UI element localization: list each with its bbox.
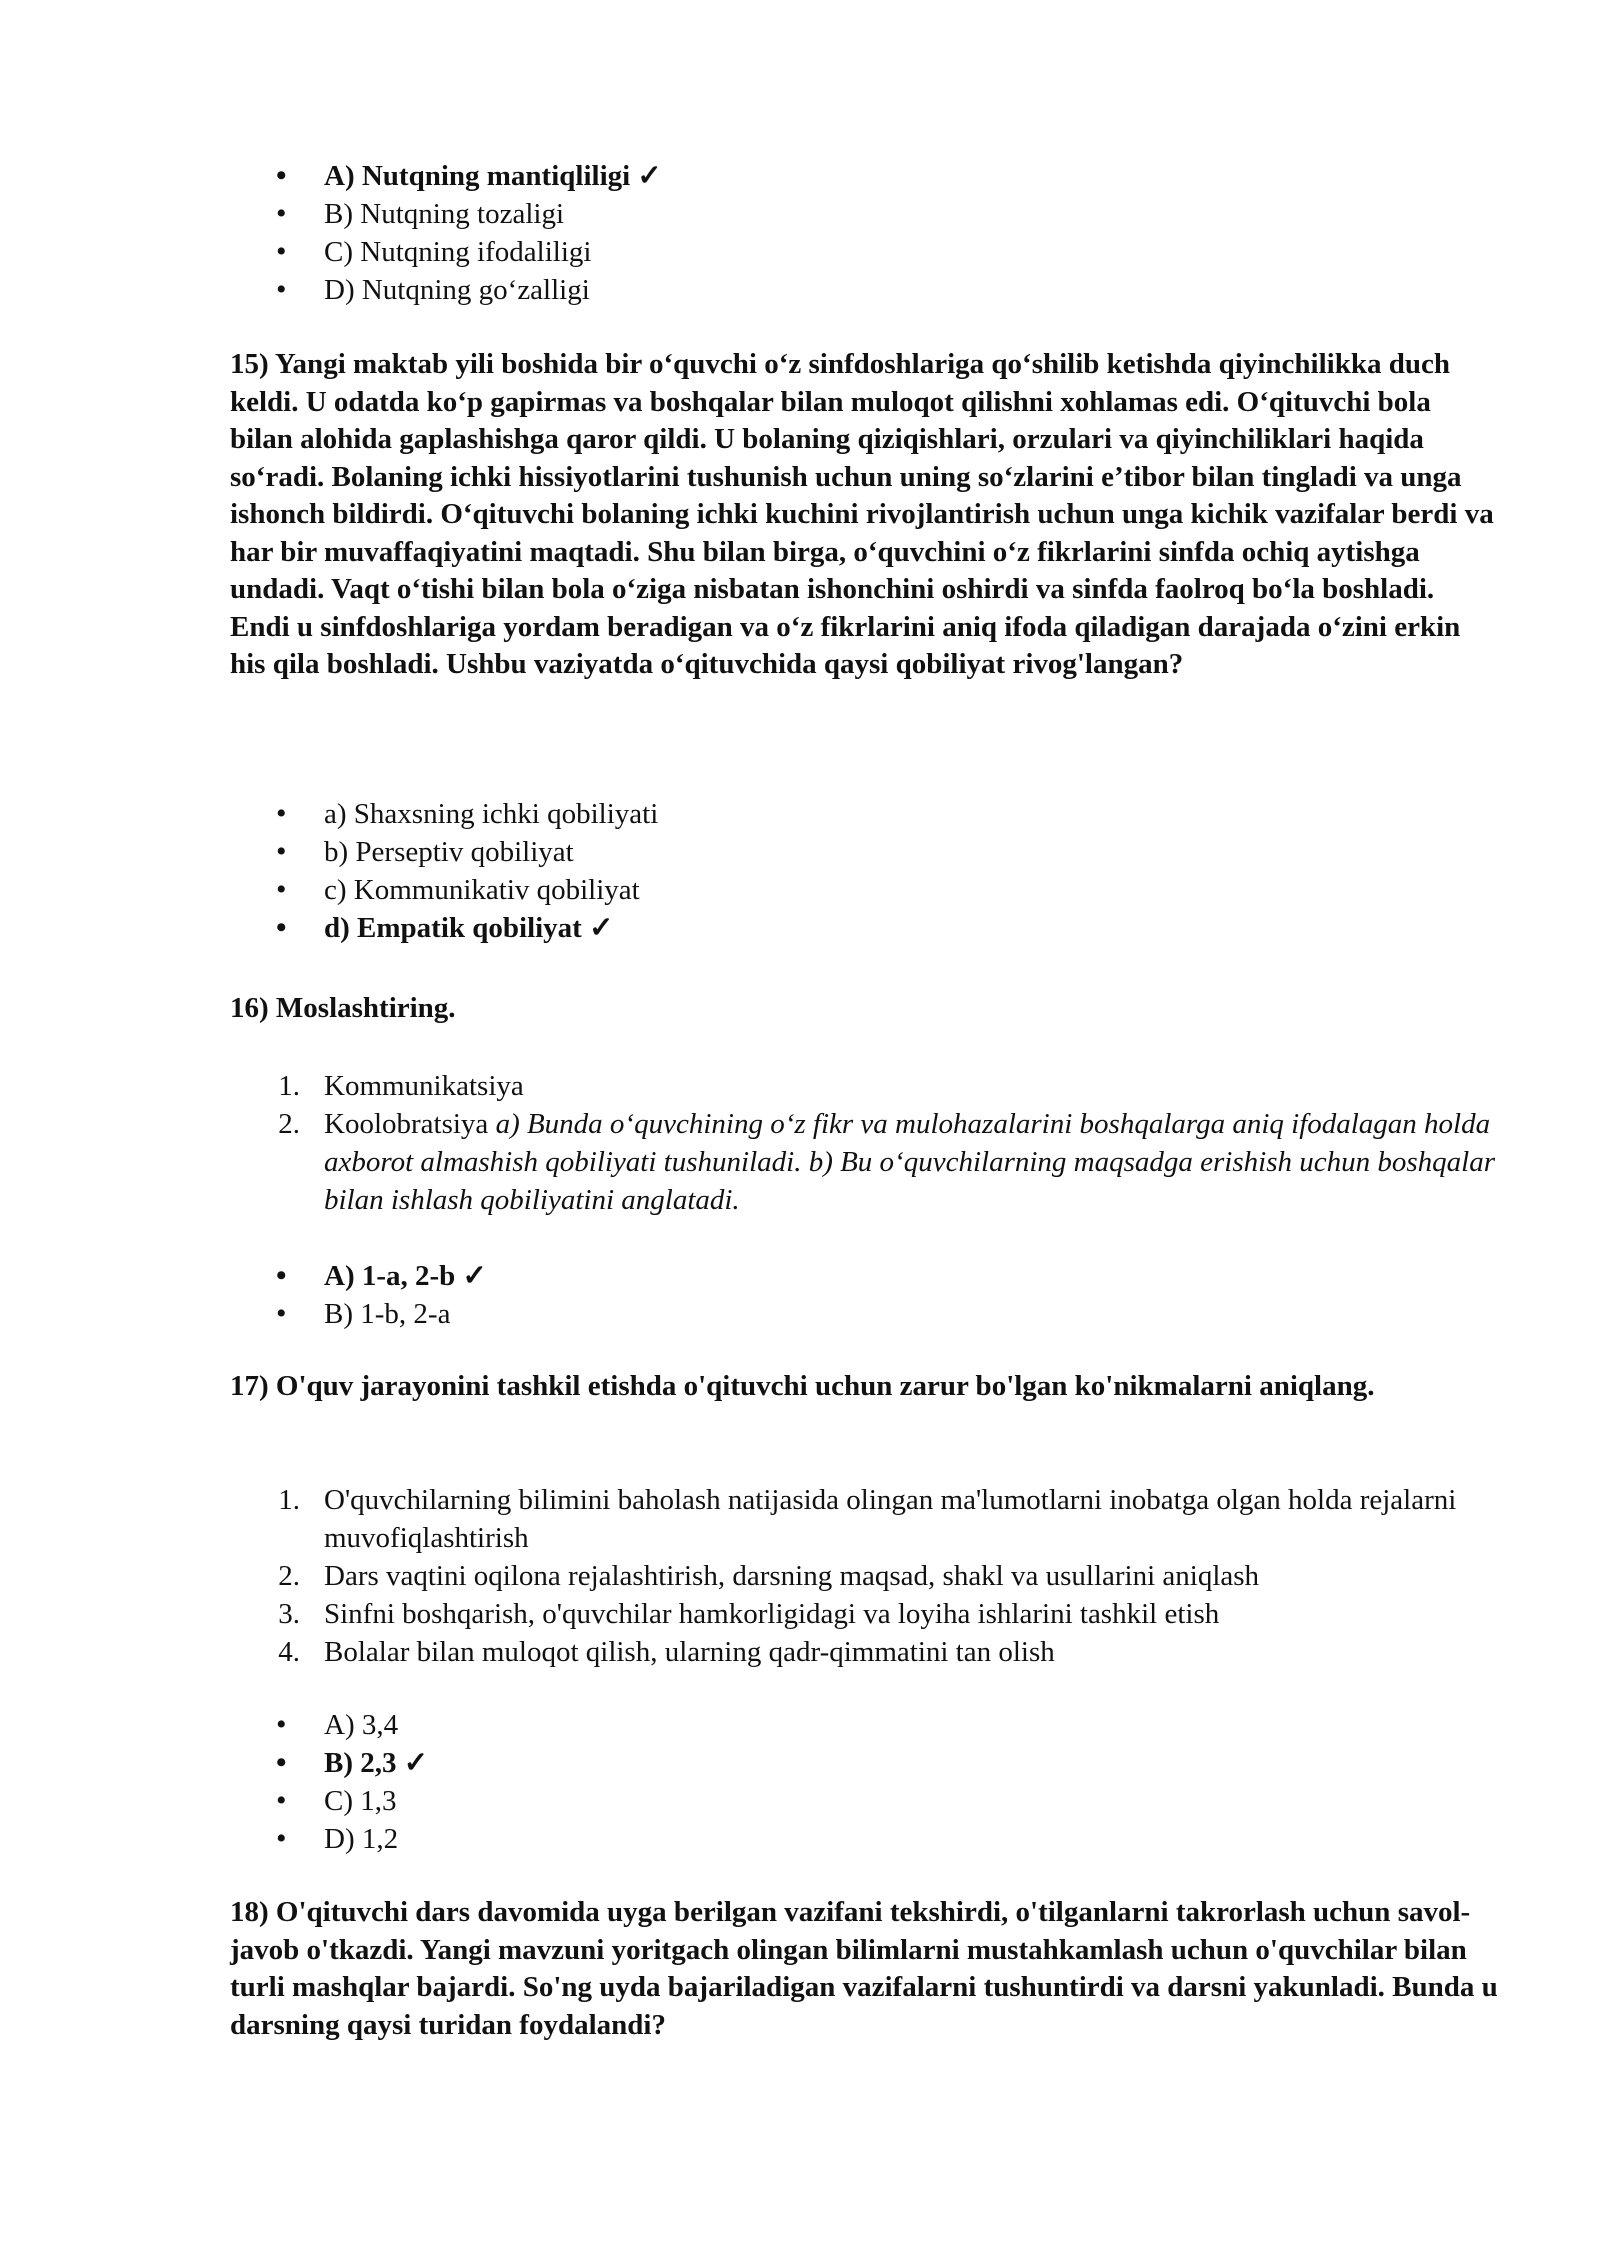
q16-item-2-num: 2.	[278, 1108, 300, 1140]
q16-item-1	[228, 1067, 1508, 1105]
q17-item-4-num: 4.	[278, 1636, 300, 1668]
q16-option-a: • A) 1-a, 2-b ✓	[228, 1257, 1508, 1295]
q15-question: 15) Yangi maktab yili boshida bir o‘quvchi o‘z sinfdoshlariga qo‘shilib ketishda qiyinchilikka duch keldi. U odatda ko‘p gapirmas va boshqalar bilan muloqot qilishni xohlamas edi. O‘qituvchi bola bilan alohida gaplashishga qaror qildi. U bolaning qiziqishlari, orzulari va qiyinchiliklari haqida so‘radi. Bolaning ichki hissiyotlarini tushunish uchun uning so‘zlarini e’tibor bilan tingladi va unga ishonch bildirdi. O‘qituvchi bolaning ichki kuchini rivojlantirish uchun unga kichik vazifalar berdi va har bir muvaffaqiyatini maqtadi. Shu bilan birga, o‘quvchini o‘z fikrlarini sinfda ochiq aytishga undadi. Vaqt o‘tishi bilan bola o‘ziga nisbatan ishonchini oshirdi va sinfda faolroq bo‘la boshladi. Endi u sinfdoshlariga yordam beradigan va o‘z fikrlarini aniq ifoda qiladigan darajada o‘zini erkin his qila boshladi. Ushbu vaziyatda o‘qituvchida qaysi qobiliyat rivog'langan?	[230, 348, 1494, 680]
q17-item-1-text: O'quvchilarning bilimini baholash natijasida olingan ma'lumotlarni inobatga olgan holda rejalarni muvofiqlashtirish	[324, 1484, 1457, 1554]
q17-item-2-num: 2.	[278, 1560, 300, 1592]
q17-option-b: • B) 2,3 ✓	[228, 1744, 1508, 1782]
q16-option-b: • B) 1-b, 2-a	[228, 1295, 1508, 1333]
q17-options	[228, 1706, 1508, 1858]
q17-item-1-num: 1.	[278, 1484, 300, 1516]
q16-options	[228, 1257, 1508, 1333]
q15-options	[228, 795, 1508, 947]
q14-option-c: • C) Nutqning ifodaliligi	[228, 233, 1508, 271]
q18-question: 18) O'qituvchi dars davomida uyga berilgan vazifani tekshirdi, o'tilganlarni takrorlash uchun savol-javob o'tkazdi. Yangi mavzuni yoritgach olingan bilimlarni mustahkamlash uchun o'quvchilar bilan turli mashqlar bajardi. So'ng uyda bajariladigan vazifalarni tushuntirdi va darsni yakunladi. Bunda u darsning qaysi turidan foydalandi?	[230, 1896, 1498, 2041]
q16-item-2-text: Koolobratsiya	[324, 1108, 496, 1140]
q17-skills-list	[228, 1481, 1508, 1671]
q17-item-3-num: 3.	[278, 1598, 300, 1630]
q14-option-d: • D) Nutqning go‘zalligi	[228, 271, 1508, 309]
q15-option-c: • c) Kommunikativ qobiliyat	[228, 871, 1508, 909]
q17-option-a: • A) 3,4	[228, 1706, 1508, 1744]
q17-item-3-text: Sinfni boshqarish, o'quvchilar hamkorligidagi va loyiha ishlarini tashkil etish	[324, 1598, 1220, 1630]
q17-option-d: • D) 1,2	[228, 1820, 1508, 1858]
q14-option-b: • B) Nutqning tozaligi	[228, 195, 1508, 233]
q17-option-c: • C) 1,3	[228, 1782, 1508, 1820]
q15-option-b: • b) Perseptiv qobiliyat	[228, 833, 1508, 871]
q17-item-3	[228, 1595, 1508, 1633]
q16-match-list	[228, 1067, 1508, 1219]
q17-item-1	[228, 1481, 1508, 1557]
q16-question: 16) Moslashtiring.	[230, 992, 456, 1024]
q16-item-1-text: Kommunikatsiya	[324, 1070, 524, 1102]
q17-question: 17) O'quv jarayonini tashkil etishda o'qituvchi uchun zarur bo'lgan ko'nikmalarni aniqlang.	[230, 1370, 1375, 1402]
q14-option-a: • A) Nutqning mantiqliligi ✓	[228, 157, 1508, 195]
q16-item-2-definitions: a) Bunda o‘quvchining o‘z fikr va mulohazalarini boshqalarga aniq ifodalagan holda axborot almashish qobiliyati tushuniladi. b) Bu o‘quvchilarning maqsadga erishish uchun boshqalar bilan ishlash qobiliyatini anglatadi.	[324, 1108, 1495, 1216]
q14-options	[228, 157, 1508, 309]
q17-item-2	[228, 1557, 1508, 1595]
q17-item-2-text: Dars vaqtini oqilona rejalashtirish, darsning maqsad, shakl va usullarini aniqlash	[324, 1560, 1260, 1592]
q17-item-4	[228, 1633, 1508, 1671]
q17-item-4-text: Bolalar bilan muloqot qilish, ularning qadr-qimmatini tan olish	[324, 1636, 1055, 1668]
q16-item-1-num: 1.	[278, 1070, 300, 1102]
q15-option-a: • a) Shaxsning ichki qobiliyati	[228, 795, 1508, 833]
q16-item-2	[228, 1105, 1508, 1219]
q15-option-d: • d) Empatik qobiliyat ✓	[228, 909, 1508, 947]
